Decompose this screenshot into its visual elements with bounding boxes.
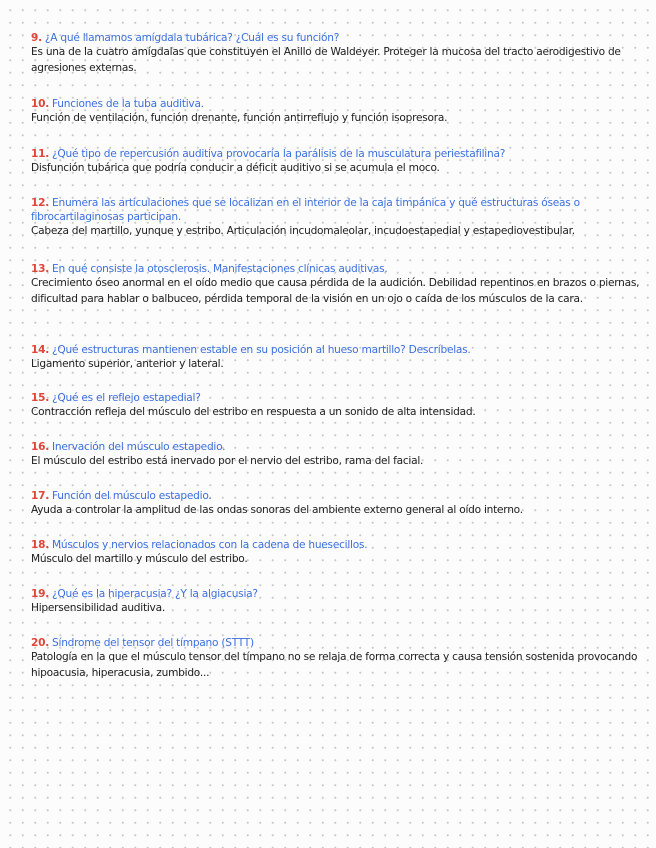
question <box>31 196 649 224</box>
question-number: 14. <box>31 344 50 356</box>
qa-item-12 <box>31 196 649 240</box>
question-text: ¿A qué llamamos amígdala tubárica? ¿Cuál es su función? <box>44 32 340 44</box>
qa-item-16 <box>31 440 649 470</box>
qa-item-18 <box>31 538 649 568</box>
question-text: Síndrome del tensor del tímpano (STTT) <box>52 637 254 649</box>
question-number: 19. <box>31 588 50 600</box>
question-text: Músculos y nervios relacionados con la cadena de huesecillos. <box>52 539 368 551</box>
question-number: 15. <box>31 392 50 404</box>
qa-item-9 <box>31 31 649 76</box>
question <box>31 343 649 357</box>
answer-text: Hipersensibilidad auditiva. <box>31 602 165 614</box>
question <box>31 489 649 503</box>
question-number: 9. <box>31 32 42 44</box>
question-text: Inervación del músculo estapedio. <box>52 441 226 453</box>
qa-item-10 <box>31 97 649 127</box>
answer-text: Contracción refleja del músculo del estribo en respuesta a un sonido de alta intensidad. <box>31 406 476 418</box>
question-number: 17. <box>31 490 50 502</box>
question-text: ¿Qué es la hiperacusia? ¿Y la algiacusia? <box>52 588 258 600</box>
answer-text: El músculo del estribo está inervado por el nervio del estribo, rama del facial. <box>31 455 424 467</box>
question <box>31 538 649 552</box>
answer-text: Crecimiento óseo anormal en el oído medio que causa pérdida de la audición. Debilidad repentinos en brazos o piernas, dificultad para hablar o balbuceo, pérdida temporal de la visión en un ojo o caída de los músculos de la cara. <box>31 277 640 305</box>
qa-item-17 <box>31 489 649 519</box>
question <box>31 587 649 601</box>
question <box>31 440 649 454</box>
qa-item-15 <box>31 391 649 421</box>
question-text: Función del músculo estapedio. <box>52 490 212 502</box>
answer-text: Músculo del martillo y músculo del estribo. <box>31 553 248 565</box>
question-number: 13. <box>31 263 50 275</box>
question <box>31 636 649 650</box>
question <box>31 97 649 111</box>
answer-text: Ligamento superior, anterior y lateral. <box>31 358 224 370</box>
question-number: 10. <box>31 98 50 110</box>
question-text: ¿Qué tipo de repercusión auditiva provocaría la parálisis de la musculatura periestafilina? <box>52 148 506 160</box>
answer-text: Disfunción tubárica que podría conducir a déficit auditivo si se acumula el moco. <box>31 162 440 174</box>
qa-item-19 <box>31 587 649 617</box>
question-text: Enumera las articulaciones que se localizan en el interior de la caja timpánica y qué estructuras óseas o fibrocartilaginosas participan. <box>31 197 580 223</box>
answer-text: Cabeza del martillo, yunque y estribo. Articulación incudomaleolar, incudoestapedial y estapediovestibular. <box>31 225 575 237</box>
question-number: 12. <box>31 197 50 209</box>
question <box>31 391 649 405</box>
qa-item-14 <box>31 343 649 373</box>
question <box>31 262 649 276</box>
answer-text: Es una de la cuatro amígdalas que constituyen el Anillo de Waldeyer. Proteger la mucosa del tracto aerodigestivo de agresiones externas. <box>31 46 621 74</box>
question-number: 11. <box>31 148 50 160</box>
question-number: 20. <box>31 637 50 649</box>
answer-text: Ayuda a controlar la amplitud de las ondas sonoras del ambiente externo general al oído interno. <box>31 504 523 516</box>
qa-item-13 <box>31 262 649 307</box>
qa-item-20 <box>31 636 649 681</box>
question <box>31 31 649 45</box>
question-number: 18. <box>31 539 50 551</box>
qa-item-11 <box>31 147 649 177</box>
question-number: 16. <box>31 441 50 453</box>
answer-text: Patología en la que el músculo tensor del tímpano no se relaja de forma correcta y causa tensión sostenida provocando hipoacusia, hiperacusia, zumbido... <box>31 651 638 679</box>
question-text: Funciones de la tuba auditiva. <box>52 98 204 110</box>
question-text: En qué consiste la otosclerosis. Manifestaciones clínicas auditivas. <box>52 263 388 275</box>
question-text: ¿Qué estructuras mantienen estable en su posición al hueso martillo? Descríbelas. <box>52 344 471 356</box>
question-text: ¿Qué es el reflejo estapedial? <box>52 392 201 404</box>
question <box>31 147 649 161</box>
answer-text: Función de ventilación, función drenante, función antirreflujo y función isopresora. <box>31 112 448 124</box>
